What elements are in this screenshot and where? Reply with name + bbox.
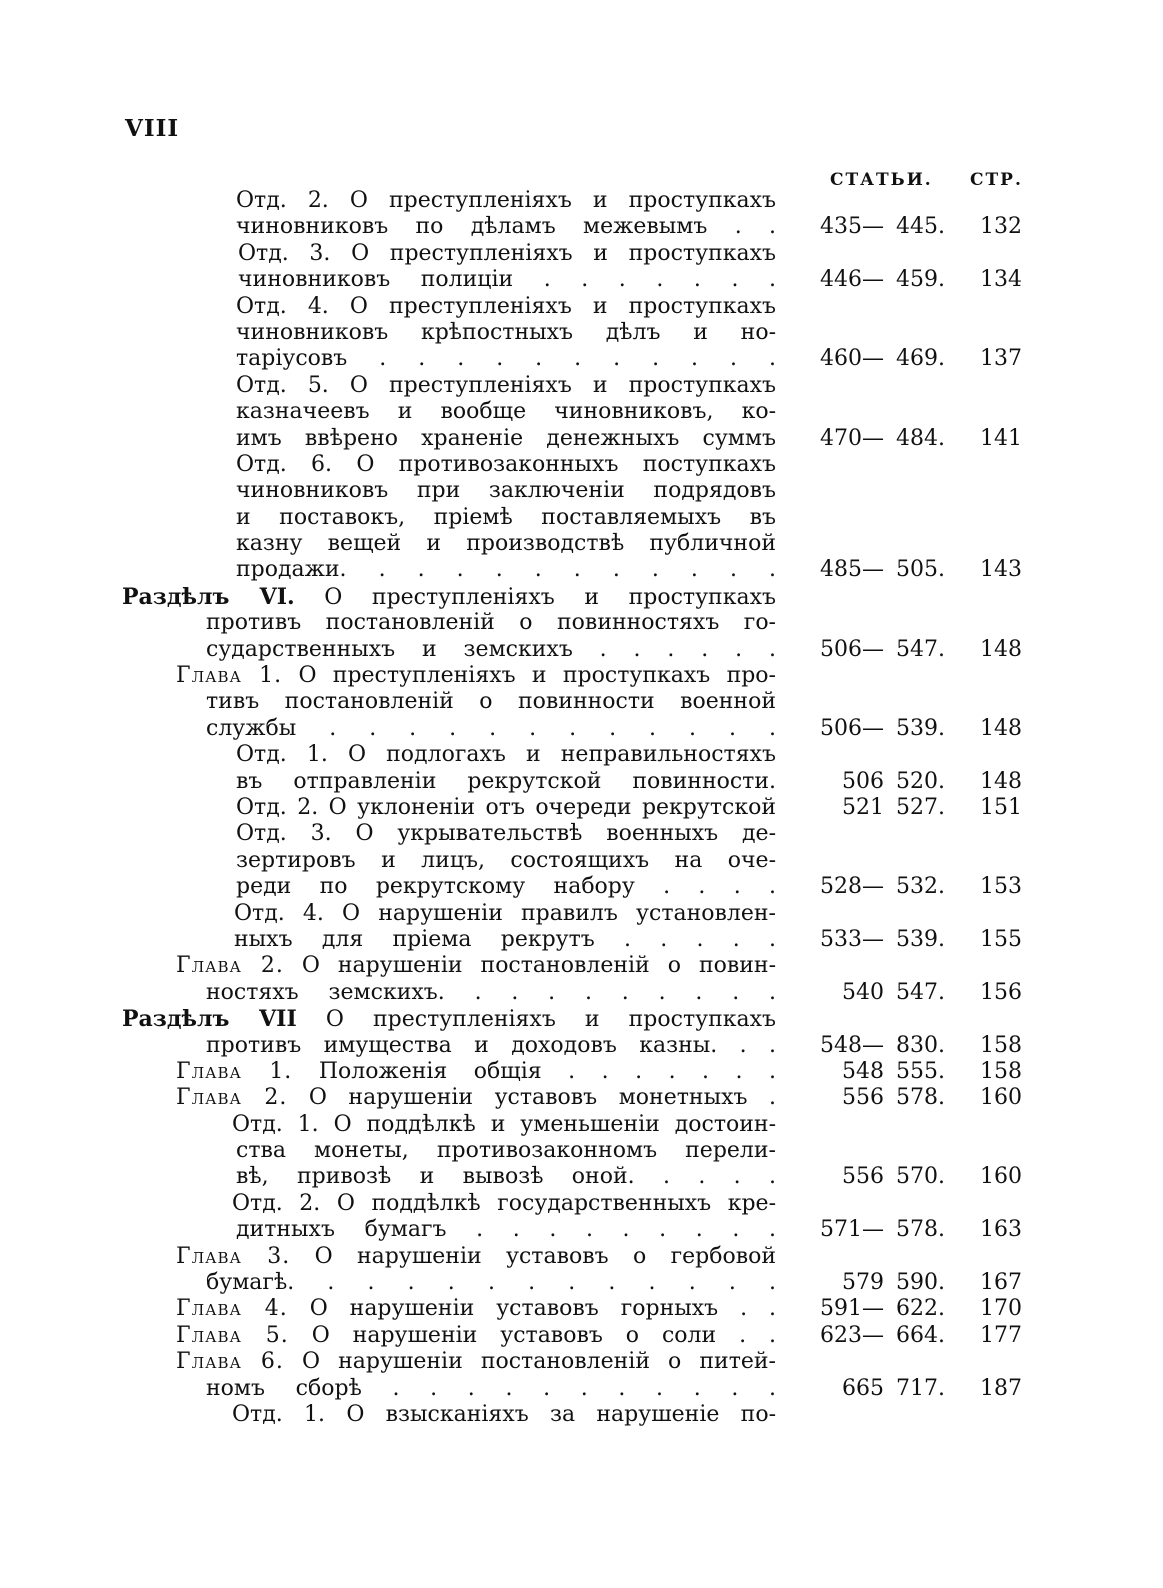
page-ref: 132 [980,214,1022,240]
entry-continuation [236,214,776,240]
entry-heading [122,1006,776,1033]
toc-line [0,452,1163,478]
entry-heading [236,188,776,214]
entry-text: О преступленіяхъ и проступкахъ [349,372,776,398]
entry-continuation [236,874,776,900]
articles-to: 547. [896,636,945,662]
entry-text: О нарушеніи правилъ установлен- [342,900,776,926]
entry-text: чиновниковъ при заключеніи подрядовъ [236,478,776,504]
entry-text: О взысканіяхъ за нарушеніе по- [346,1401,777,1427]
entry-continuation [206,610,776,636]
entry-text: чиновниковъ по дѣламъ межевымъ . . [236,214,776,240]
articles-from: 623— [820,1322,884,1348]
entry-label: Отд. 4. [236,293,329,319]
entry-text: казну вещей и производствѣ публичной [236,531,776,557]
entry-heading [232,1112,776,1138]
toc-line [0,1191,1163,1217]
entry-label: Отд. 3. [236,821,332,847]
entry-label: Отд. 5. [236,372,329,398]
entry-continuation [206,689,776,715]
articles-from: 579 [842,1270,884,1296]
entry-continuation [236,1164,776,1190]
articles-from: 528— [820,874,884,900]
toc-line [0,1138,1163,1164]
articles-to: 532. [896,874,945,900]
page-ref: 187 [980,1375,1022,1401]
toc-line [0,373,1163,399]
column-header-articles: СТАТЬИ. [830,170,933,190]
entry-label: Отд. 1. [236,742,328,768]
entry-continuation [236,505,776,531]
articles-to: 578. [896,1217,945,1243]
articles-from: 533— [820,926,884,952]
page-ref: 148 [980,636,1022,662]
toc-line [0,848,1163,874]
entry-text: О нарушеніи уставовъ о гербовой [314,1243,777,1269]
articles-from: 665 [842,1375,884,1401]
page-ref: 170 [980,1296,1022,1322]
page-ref: 158 [980,1032,1022,1058]
toc-line [0,188,1163,214]
entry-continuation [236,478,776,504]
articles-to: 622. [896,1296,945,1322]
entry-continuation [236,1217,776,1243]
entry-text: О нарушеніи уставовъ горныхъ . . [309,1296,776,1322]
toc-line [0,1349,1163,1375]
toc-line [0,1376,1163,1402]
articles-to: 469. [896,346,945,372]
page-ref: 158 [980,1058,1022,1084]
articles-from: 485— [820,557,884,583]
toc-line [0,663,1163,689]
entry-text: О уклоненіи отъ очереди рекрутской [328,794,776,820]
entry-heading [176,1349,776,1375]
entry-text: ностяхъ земскихъ. . . . . . . . . . [206,979,776,1005]
entry-text: ства монеты, противозаконномъ перели- [236,1138,776,1164]
page-ref: 160 [980,1164,1022,1190]
articles-from: 506— [820,636,884,662]
entry-text: и поставокъ, пріемѣ поставляемыхъ въ [236,504,776,530]
toc-line [0,557,1163,583]
entry-continuation [206,1376,776,1402]
entry-heading [236,294,776,320]
articles-to: 555. [896,1058,945,1084]
articles-from: 521 [842,794,884,820]
toc-line [0,795,1163,821]
toc-line [0,1217,1163,1243]
entry-text: О поддѣлкѣ и уменьшеніи достоин- [333,1111,777,1137]
entry-label: Отд. 2. [236,794,319,820]
articles-to: 664. [896,1322,945,1348]
toc-line [0,901,1163,927]
toc-line [0,505,1163,531]
entry-text: реди по рекрутскому набору . . . . [236,874,776,900]
toc-line [0,426,1163,452]
entry-continuation [206,1033,776,1059]
entry-text: О подлогахъ и неправильностяхъ [347,742,776,768]
entry-label: Глава 5. [176,1322,289,1348]
toc-line [0,769,1163,795]
articles-to: 830. [896,1032,945,1058]
entry-label: Отд. 2. [236,188,329,213]
page-ref: 153 [980,874,1022,900]
entry-text: продажи. . . . . . . . . . . . [236,557,776,583]
entry-label: Раздѣлъ VI. [122,583,295,610]
toc-line [0,953,1163,979]
entry-label: Раздѣлъ VII [122,1006,297,1033]
toc-line [0,716,1163,742]
toc-line [0,241,1163,267]
articles-to: 578. [896,1085,945,1111]
toc-line [0,689,1163,715]
articles-to: 505. [896,557,945,583]
entry-continuation [206,637,776,663]
entry-continuation [236,399,776,425]
toc-line [0,1296,1163,1322]
entry-text: бумагѣ. . . . . . . . . . . . . [206,1270,776,1296]
entry-text: казначеевъ и вообще чиновниковъ, ко- [236,399,776,425]
page-ref: 137 [980,346,1022,372]
page-ref: 148 [980,768,1022,794]
page-ref: 160 [980,1085,1022,1111]
entry-heading [236,373,776,399]
entry-label: Отд. 2. [232,1190,321,1216]
entry-text: О противозаконныхъ поступкахъ [356,451,777,477]
entry-heading [238,241,776,267]
articles-from: 548 [842,1058,884,1084]
entry-heading [236,821,776,847]
toc-line [0,320,1163,346]
toc-line [0,1085,1163,1111]
page-ref: 155 [980,926,1022,952]
toc-line [0,742,1163,768]
toc-line [0,927,1163,953]
entry-text: О нарушеніи уставовъ о соли . . [311,1322,777,1348]
entry-continuation [236,1138,776,1164]
page-ref: 141 [980,425,1022,451]
entry-text: сударственныхъ и земскихъ . . . . . . [206,636,776,662]
entry-text: О преступленіяхъ и проступкахъ [324,584,776,610]
entry-label: Отд. 6. [236,451,333,477]
entry-text: О укрывательствѣ военныхъ де- [355,821,777,847]
entry-label: Глава 4. [176,1296,288,1322]
toc-line [0,1164,1163,1190]
entry-heading [236,742,776,768]
articles-to: 445. [896,214,945,240]
entry-heading [176,1244,776,1270]
entry-continuation [236,848,776,874]
articles-to: 527. [896,794,945,820]
entry-continuation [236,426,776,452]
entry-continuation [236,769,776,795]
toc-line [0,584,1163,610]
entry-heading [234,901,776,927]
toc-line [0,1323,1163,1349]
page-ref: 177 [980,1322,1022,1348]
entry-label: Глава 6. [176,1349,284,1375]
entry-heading [176,1085,776,1111]
articles-from: 591— [820,1296,884,1322]
entry-text: службы . . . . . . . . . . . . [206,715,776,741]
toc-line [0,1402,1163,1428]
articles-from: 556 [842,1085,884,1111]
toc-line [0,1244,1163,1270]
entry-text: чиновниковъ крѣпостныхъ дѣлъ и но- [236,319,776,345]
articles-from: 470— [820,425,884,451]
toc-line [0,294,1163,320]
toc-line [0,874,1163,900]
entry-label: Глава 2. [176,1085,288,1111]
entry-text: таріусовъ . . . . . . . . . . . [236,346,776,372]
entry-continuation [236,320,776,346]
entry-text: О преступленіяхъ и проступкахъ [325,1007,777,1033]
toc-line [0,346,1163,372]
entry-text: Положенія общія . . . . . . . [318,1058,777,1084]
articles-from: 556 [842,1164,884,1190]
articles-from: 540 [842,979,884,1005]
entry-text: О преступленіяхъ и проступкахъ [349,188,776,213]
entry-text: въ отправленіи рекрутской повинности. [236,768,776,794]
entry-continuation [238,267,776,293]
toc-line [0,1006,1163,1032]
page-ref: 134 [980,267,1022,293]
entry-text: О преступленіяхъ и проступкахъ [349,293,776,319]
entry-label: Глава 1. [176,663,283,689]
entry-heading [176,953,776,979]
entry-heading [176,1323,776,1349]
entry-heading [176,1296,776,1322]
page-ref: 156 [980,979,1022,1005]
entry-label: Глава 1. [176,1058,293,1084]
entry-label: Глава 3. [176,1243,291,1269]
articles-to: 590. [896,1270,945,1296]
page-ref: 143 [980,557,1022,583]
entry-text: номъ сборѣ . . . . . . . . . . . [206,1375,776,1401]
entry-heading [232,1402,776,1428]
entry-text: дитныхъ бумагъ . . . . . . . . . [236,1217,776,1243]
page-ref: 151 [980,794,1022,820]
entry-heading [122,584,776,611]
entry-heading [236,795,776,821]
articles-from: 435— [820,214,884,240]
entry-heading [232,1191,776,1217]
entry-label: Отд. 4. [234,900,324,926]
entry-heading [176,1059,776,1085]
articles-from: 571— [820,1217,884,1243]
entry-text: тивъ постановленій о повинности военной [206,689,776,715]
articles-to: 539. [896,715,945,741]
toc-line [0,637,1163,663]
toc-line [0,531,1163,557]
page-number: VIII [125,115,180,142]
toc-line [0,980,1163,1006]
articles-from: 548— [820,1032,884,1058]
entry-text: О нарушеніи постановленій о повин- [301,953,777,979]
entry-continuation [236,531,776,557]
entry-heading [176,663,776,689]
page-ref: 148 [980,715,1022,741]
entry-text: О поддѣлкѣ государственныхъ кре- [336,1190,777,1216]
entry-text: чиновниковъ полиціи . . . . . . . [238,267,776,293]
entry-text: вѣ, привозѣ и вывозѣ оной. . . . . [236,1164,776,1190]
entry-text: противъ имущества и доходовъ казны. . . [206,1032,776,1058]
toc-line [0,267,1163,293]
page-ref: 163 [980,1217,1022,1243]
toc-line [0,478,1163,504]
entry-text: О преступленіяхъ и проступкахъ [351,240,776,266]
entry-text: имъ ввѣрено храненіе денежныхъ суммъ [236,425,776,451]
articles-from: 506 [842,768,884,794]
articles-to: 717. [896,1375,945,1401]
entry-text: О нарушеніи уставовъ монетныхъ . [308,1085,776,1111]
entry-label: Глава 2. [176,953,284,979]
toc-line [0,1059,1163,1085]
entry-continuation [206,716,776,742]
entry-heading [236,452,776,478]
column-header-pages: СТР. [970,170,1023,190]
entry-continuation [236,557,776,583]
entry-continuation [206,1270,776,1296]
table-of-contents [0,188,1163,1428]
toc-line [0,1270,1163,1296]
articles-from: 460— [820,346,884,372]
entry-label: Отд. 1. [232,1401,326,1427]
articles-to: 539. [896,926,945,952]
entry-text: О нарушеніи постановленій о питей- [301,1349,776,1375]
articles-to: 520. [896,768,945,794]
entry-text: противъ постановленій о повинностяхъ го- [206,610,776,636]
entry-text: зертировъ и лицъ, состоящихъ на оче- [236,847,776,873]
entry-label: Отд. 3. [238,240,331,266]
articles-from: 506— [820,715,884,741]
entry-label: Отд. 1. [232,1111,319,1137]
entry-text: ныхъ для пріема рекрутъ . . . . . [234,926,776,952]
entry-continuation [236,346,776,372]
toc-line [0,399,1163,425]
toc-line [0,1033,1163,1059]
entry-continuation [234,927,776,953]
articles-to: 547. [896,979,945,1005]
toc-line [0,821,1163,847]
page-ref: 167 [980,1270,1022,1296]
articles-to: 484. [896,425,945,451]
articles-to: 459. [896,267,945,293]
articles-from: 446— [820,267,884,293]
toc-line [0,1112,1163,1138]
toc-line [0,610,1163,636]
entry-continuation [206,980,776,1006]
toc-line [0,214,1163,240]
entry-text: О преступленіяхъ и проступкахъ про- [298,663,776,689]
articles-to: 570. [896,1164,945,1190]
